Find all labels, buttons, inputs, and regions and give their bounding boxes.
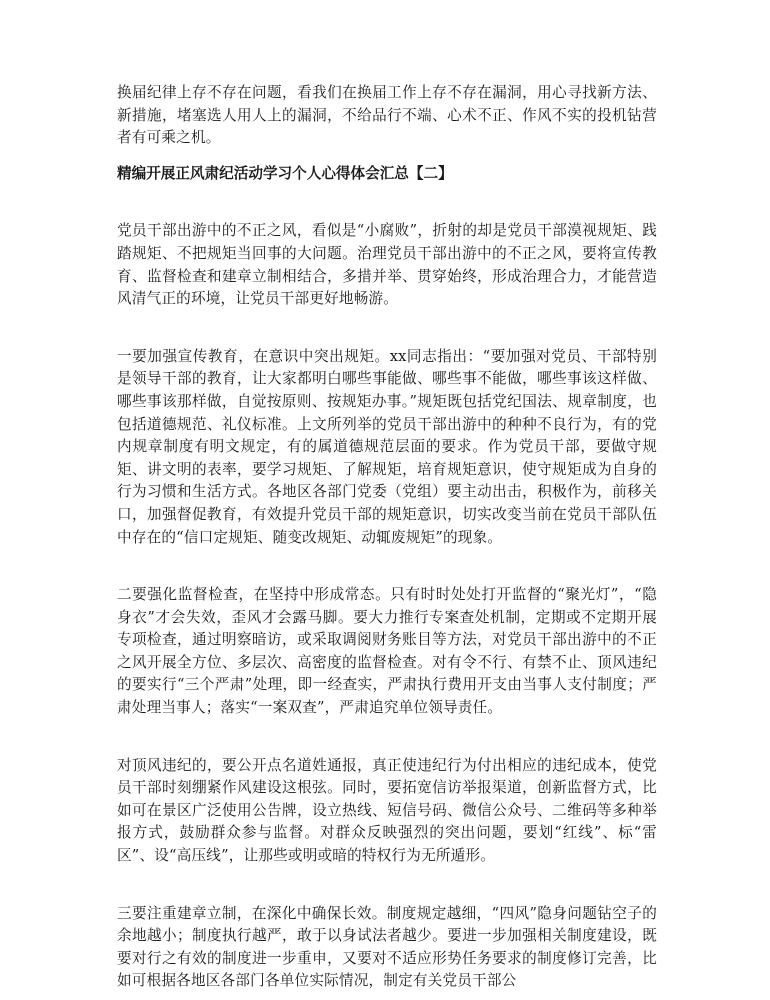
- paragraph-point-one: 一要加强宣传教育，在意识中突出规矩。xx同志指出：“要加强对党员、干部特别是领导干部的教育，让大家都明白哪些事能做、哪些事不能做，哪些事该这样做、哪些事该那样做，自觉按原则、按规矩办事。”规矩既包括党纪国法、规章制度，也包括道德规范、礼仪标准。上文所列举的党员干部出游中的种种不良行为，有的党内规章制度有明文规定，有的属道德规范层面的要求。作为党员干部，要做守规矩、讲文明的表率，要学习规矩、了解规矩，培育规矩意识，使守规矩成为自身的行为习惯和生活方式。各地区各部门党委（党组）要主动出击，积极作为，前移关口，加强督促教育，有效提升党员干部的规矩意识，切实改变当前在党员干部队伍中存在的“信口定规矩、随变改规矩、动辄废规矩”的现象。: [117, 347, 657, 546]
- paragraph-intro: 换届纪律上存不存在问题，看我们在换届工作上存不存在漏洞，用心寻找新方法、新措施，堵塞选人用人上的漏洞，不给品行不端、心术不正、作风不实的投机钻营者有可乘之机。: [117, 84, 657, 147]
- paragraph-point-two: 二要强化监督检查，在坚持中形成常态。只有时时处处打开监督的“聚光灯”，“隐身衣”才会失效，歪风才会露马脚。要大力推行专案查处机制，定期或不定期开展专项检查，通过明察暗访，或采取调阅财务账目等方法，对党员干部出游中的不正之风开展全方位、多层次、高密度的监督检查。对有令不行、有禁不止、顶风违纪的要实行“三个严肃”处理，即一经查实，严肃执行费用开支由当事人支付制度；严肃处理当事人；落实“一案双查”，严肃追究单位领导责任。: [117, 586, 657, 717]
- paragraph-overview: 党员干部出游中的不正之风，看似是“小腐败”，折射的却是党员干部漠视规矩、践踏规矩、不把规矩当回事的大问题。治理党员干部出游中的不正之风，要将宣传教育、监督检查和建章立制相结合，多措并举、贯穿始终，形成治理合力，才能营造风清气正的环境，让党员干部更好地畅游。: [117, 222, 657, 308]
- paragraph-point-three: 三要注重建章立制，在深化中确保长效。制度规定越细，“四风”隐身问题钻空子的余地越小；制度执行越严，敢于以身试法者越少。要进一步加强相关制度建设，既要对行之有效的制度进一步重申，又要对不适应形势任务要求的制度修订完善，比如可根据各地区各部门各单位实际情况，制定有关党员干部公: [117, 904, 657, 990]
- document-page: [117, 82, 657, 993]
- section-heading: 精编开展正风肃纪活动学习个人心得体会汇总【二】: [117, 164, 453, 182]
- paragraph-report: 对顶风违纪的，要公开点名道姓通报，真正使违纪行为付出相应的违纪成本，使党员干部时刻绷紧作风建设这根弦。同时，要拓宽信访举报渠道，创新监督方式，比如可在景区广泛使用公告牌，设立热线、短信号码、微信公众号、二维码等多种举报方式，鼓励群众参与监督。对群众反映强烈的突出问题，要划“红线”、标“雷区”、设“高压线”，让那些或明或暗的特权行为无所遁形。: [117, 756, 657, 865]
